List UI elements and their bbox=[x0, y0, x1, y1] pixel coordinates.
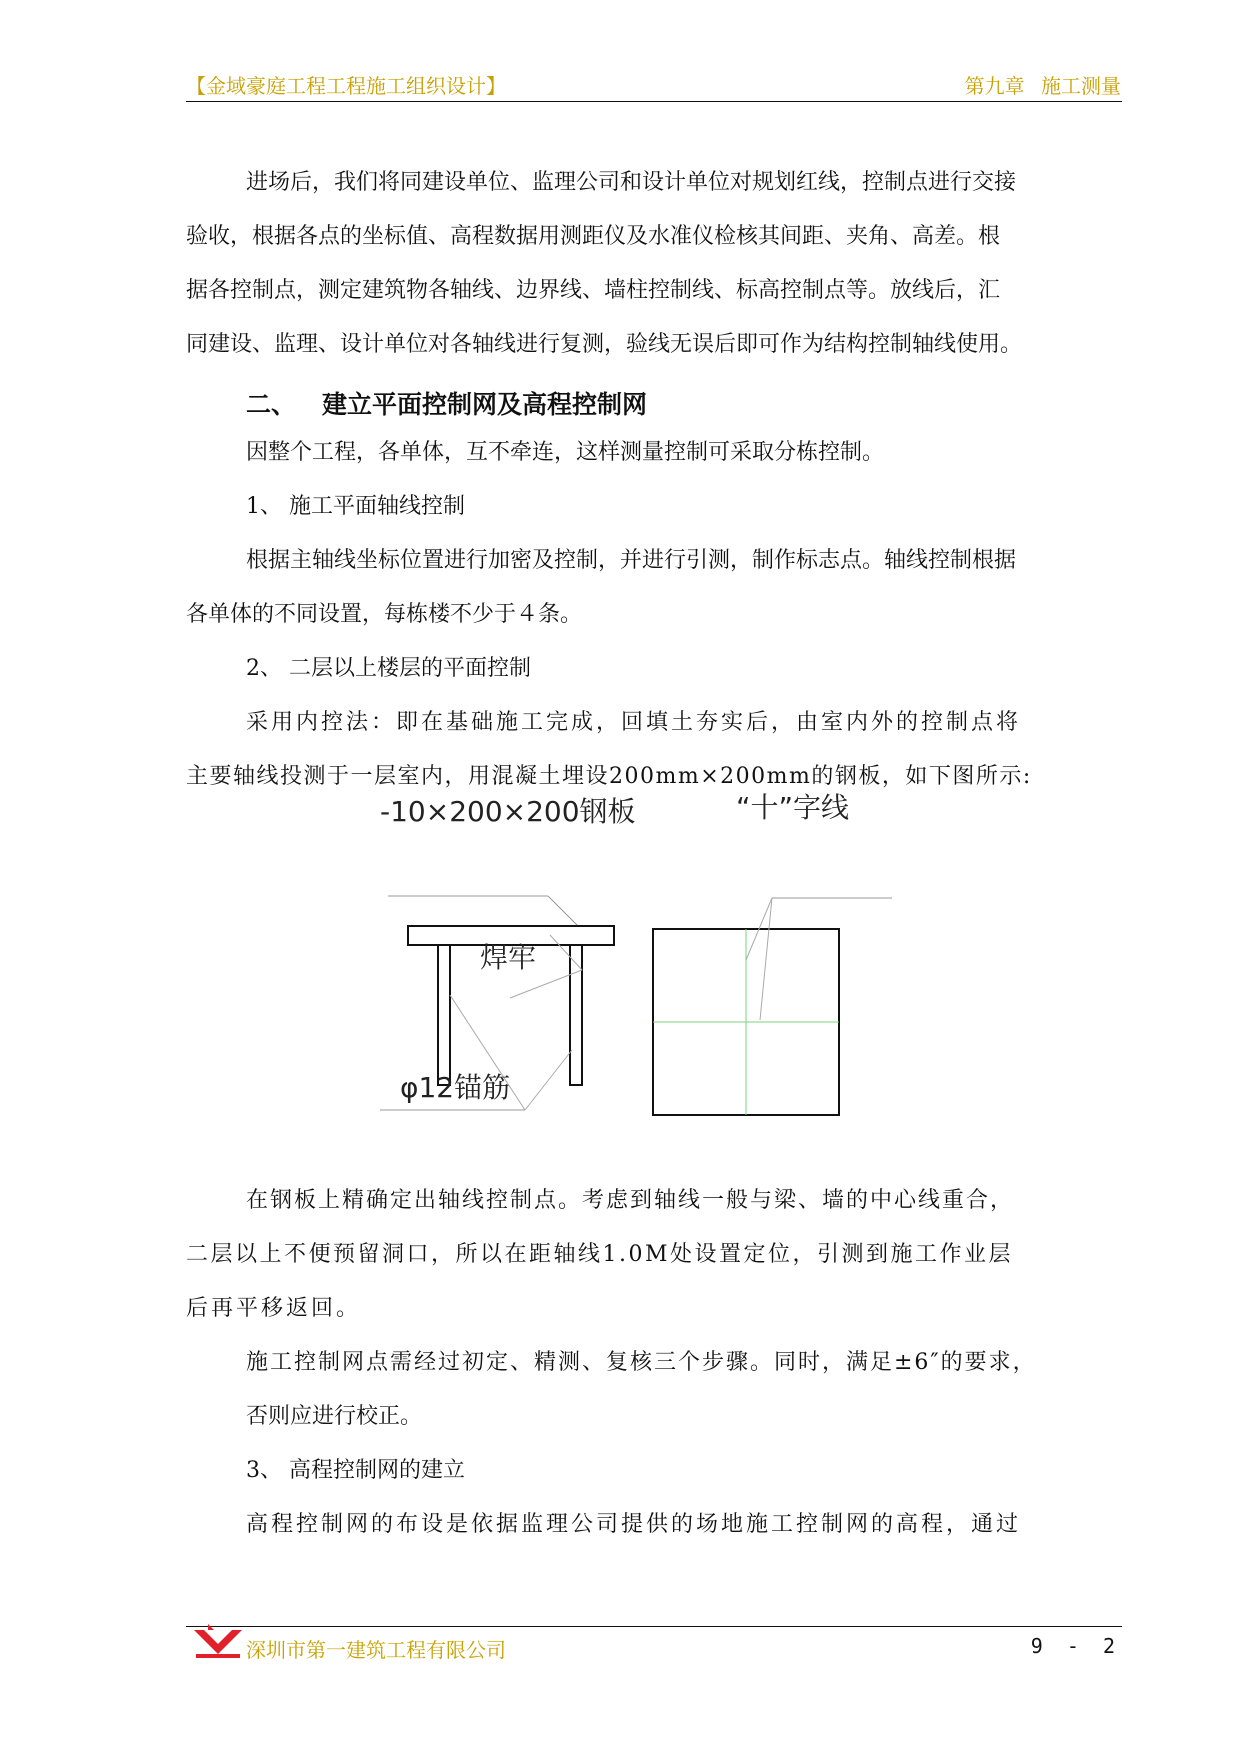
footer-company-name: 深圳市第一建筑工程有限公司 bbox=[246, 1638, 506, 1662]
paragraph-line: 高程控制网的布设是依据监理公司提供的场地施工控制网的高程，通过 bbox=[246, 1512, 1022, 1537]
paragraph-line: 主要轴线投测于一层室内，用混凝土埋设200mm×200mm的钢板，如下图所示: bbox=[186, 764, 1032, 789]
paragraph-line: 根据主轴线坐标位置进行加密及控制，并进行引测，制作标志点。轴线控制根据 bbox=[246, 548, 1017, 573]
anchor-rebar-label: φ12锚筋 bbox=[400, 1071, 511, 1104]
paragraph-line: 后再平移返回。 bbox=[186, 1296, 362, 1321]
weld-label: 焊牢 bbox=[480, 941, 537, 974]
plate-leader-line bbox=[548, 896, 580, 928]
section-heading bbox=[246, 385, 647, 421]
rebar-leader-line bbox=[525, 1050, 572, 1110]
plate-spec-label: -10×200×200钢板 bbox=[380, 795, 636, 828]
paragraph-line: 验收，根据各点的坐标值、高程数据用测距仪及水准仪检核其间距、夹角、高差。根 bbox=[186, 224, 1001, 249]
cross-line-label: “十”字线 bbox=[736, 791, 850, 824]
paragraph-line: 据各控制点，测定建筑物各轴线、边界线、墙柱控制线、标高控制点等。放线后，汇 bbox=[186, 278, 1001, 303]
section-number: 二、 bbox=[246, 390, 297, 419]
header-chapter-title: 第九章 施工测量 bbox=[964, 74, 1121, 98]
footer-rule bbox=[186, 1626, 1122, 1627]
list-item-2: 2、 二层以上楼层的平面控制 bbox=[246, 656, 531, 681]
paragraph-line: 各单体的不同设置，每栋楼不少于４条。 bbox=[186, 602, 583, 627]
anchor-bar-right bbox=[570, 945, 582, 1085]
paragraph-line: 同建设、监理、设计单位对各轴线进行复测，验线无误后即可作为结构控制轴线使用。 bbox=[186, 332, 1023, 357]
paragraph-line: 施工控制网点需经过初定、精测、复核三个步骤。同时，满足±6″的要求， bbox=[246, 1350, 1037, 1375]
paragraph-line: 进场后，我们将同建设单位、监理公司和设计单位对规划红线，控制点进行交接 bbox=[246, 170, 1017, 195]
footer-page-number: 9 - 2 bbox=[1030, 1634, 1121, 1658]
header-rule bbox=[186, 101, 1122, 102]
paragraph-line: 在钢板上精确定出轴线控制点。考虑到轴线一般与梁、墙的中心线重合， bbox=[246, 1188, 1015, 1213]
list-item-1: 1、 施工平面轴线控制 bbox=[246, 494, 465, 519]
anchor-bar-left bbox=[438, 945, 450, 1085]
paragraph-line: 采用内控法：即在基础施工完成，回填土夯实后，由室内外的控制点将 bbox=[246, 710, 1022, 735]
paragraph-line: 二层以上不便预留洞口，所以在距轴线1.0M处设置定位，引测到施工作业层 bbox=[186, 1242, 1014, 1267]
steel-plate-diagram bbox=[380, 791, 940, 1144]
header-document-title: 【金域豪庭工程工程施工组织设计】 bbox=[186, 74, 506, 98]
paragraph-line: 因整个工程，各单体，互不牵连，这样测量控制可采取分栋控制。 bbox=[246, 440, 885, 465]
company-logo-icon bbox=[190, 1620, 246, 1660]
section-title: 建立平面控制网及高程控制网 bbox=[322, 390, 648, 419]
paragraph-line: 否则应进行校正。 bbox=[246, 1404, 423, 1429]
list-item-3: 3、 高程控制网的建立 bbox=[246, 1458, 465, 1483]
